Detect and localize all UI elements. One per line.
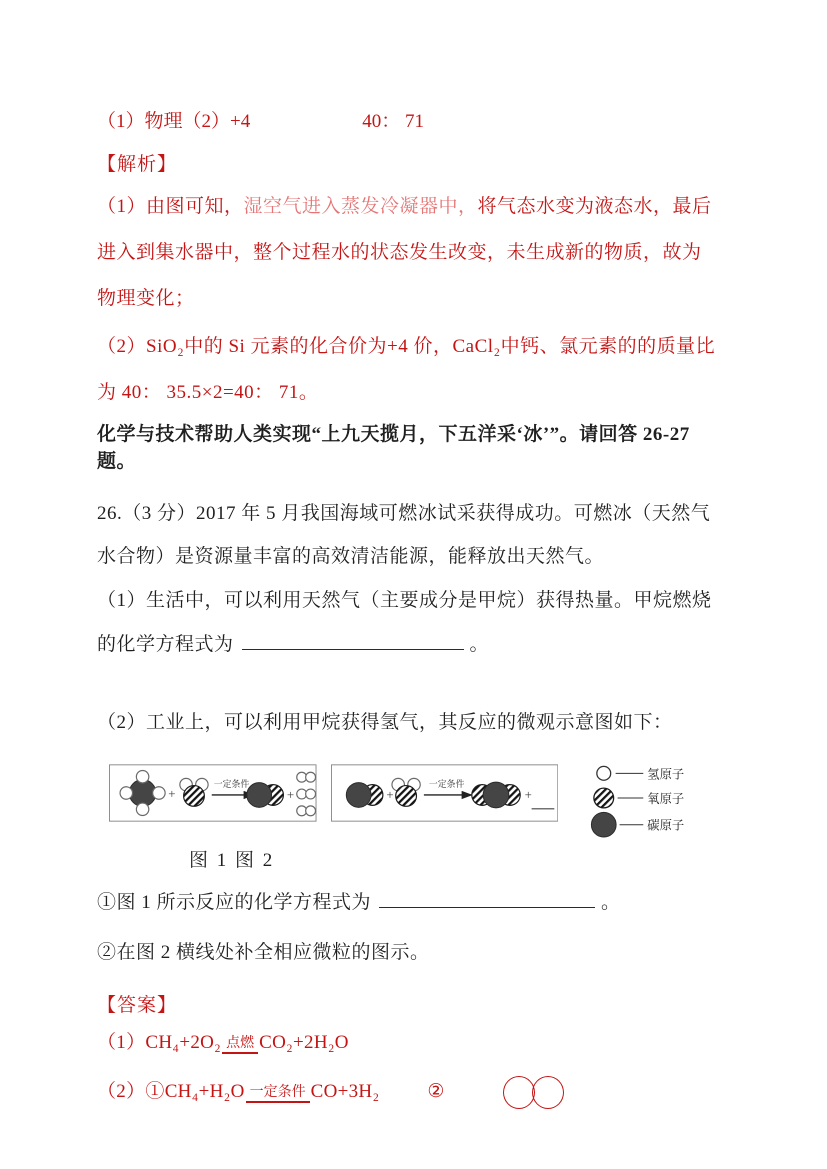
q26-part1-line1: （1）生活中，可以利用天然气（主要成分是甲烷）获得热量。甲烷燃烧 <box>97 590 712 612</box>
carbon-monoxide-molecule <box>247 783 284 808</box>
answer-header: 【答案】 <box>97 995 178 1017</box>
theme-intro-line2: 题。 <box>97 450 137 472</box>
answer-equation-1: （1）CH₄+2O₂ 点燃 CO₂+2H₂O <box>97 1032 349 1054</box>
answer-equation-2: （2）①CH₄+H₂O 一定条件 CO+3H₂ ② <box>97 1068 732 1117</box>
hydrogen-molecule-drawing <box>503 1068 564 1116</box>
carbon-dioxide-molecule <box>471 782 519 808</box>
question-26-stem <box>97 492 732 579</box>
legend-carbon <box>591 813 684 838</box>
q26-line1: 26.（3 分）2017 年 5 月我国海域可燃冰试采获得成功。可燃冰（天然气 <box>97 502 711 524</box>
svg-text:碳原子: 碳原子 <box>647 818 685 833</box>
sub-answer-2-mark: ② <box>427 1080 445 1102</box>
condition-label-fig2: 一定条件 <box>428 779 464 790</box>
figure-2-diagram <box>331 764 558 822</box>
legend-hydrogen <box>597 767 684 782</box>
analysis-p1-line1: （1）由图可知，湿空气进入蒸发冷凝器中，将气态水变为液态水，最后 <box>97 196 712 217</box>
carbon-atom-icon <box>591 813 616 838</box>
hydrogen-molecules <box>297 772 316 815</box>
hydrogen-atom-circle <box>503 1076 535 1109</box>
theme-intro <box>97 422 732 476</box>
condition-label-fig1: 一定条件 <box>213 779 250 790</box>
analysis-header: 【解析】 <box>97 154 178 175</box>
sub-question-1: ①图 1 所示反应的化学方程式为 。 <box>97 881 732 925</box>
analysis-p2-line1: （2）SiO₂中的 Si 元素的化合价为+4 价，CaCl₂中钙、氯元素的的质量比 <box>97 335 716 357</box>
figure-caption: 图 1 图 2 <box>189 850 275 872</box>
question-26-part1 <box>97 579 732 666</box>
analysis-p1-line3: 物理变化； <box>97 287 195 309</box>
question-26-part2: （2）工业上，可以利用甲烷获得氢气，其反应的微观示意图如下： <box>97 711 673 733</box>
reaction-condition-certain: 一定条件 <box>246 1085 310 1103</box>
plus-sign: + <box>385 788 394 803</box>
sub-question-2: ②在图 2 横线处补全相应微粒的图示。 <box>97 941 430 963</box>
reaction-condition-ignite: 点燃 <box>222 1036 258 1054</box>
answer-blank-fig1-equation <box>379 888 595 908</box>
plus-sign: + <box>524 788 532 803</box>
theme-intro-line1: 化学与技术帮助人类实现“上九天揽月，下五洋采‘冰’”。请回答 26-27 <box>97 423 690 445</box>
previous-answer-left: （1）物理（2）+4 <box>97 111 251 132</box>
previous-answer-line <box>97 106 732 133</box>
atom-legend <box>584 760 732 840</box>
plus-sign: + <box>168 787 176 802</box>
legend-oxygen <box>594 788 684 808</box>
svg-text:氢原子: 氢原子 <box>647 767 685 782</box>
q26-part1-line2: 的化学方程式为 。 <box>97 623 732 667</box>
micro-diagrams-row <box>109 764 732 840</box>
previous-answer-ratio: 40： 71 <box>362 111 424 132</box>
analysis-paragraph-2 <box>97 324 732 416</box>
oxygen-atom-icon <box>594 788 614 808</box>
analysis-p1-line2: 进入到集水器中，整个过程水的状态发生改变，未生成新的物质，故为 <box>97 241 702 263</box>
analysis-highlight: 湿空气进入蒸发冷凝器中， <box>243 196 478 217</box>
analysis-p2-line2: 为 40： 35.5×2=40： 71。 <box>97 381 319 403</box>
carbon-monoxide-molecule <box>346 783 383 808</box>
answer-blank-equation <box>242 630 464 650</box>
svg-text:氧原子: 氧原子 <box>647 792 685 807</box>
plus-sign: + <box>286 788 295 803</box>
hydrogen-atom-circle <box>532 1076 564 1109</box>
q26-line2: 水合物）是资源量丰富的高效清洁能源，能释放出天然气。 <box>97 546 605 568</box>
analysis-paragraph-1 <box>97 184 732 322</box>
figure-1-diagram <box>109 764 317 822</box>
hydrogen-atom-icon <box>597 767 611 781</box>
